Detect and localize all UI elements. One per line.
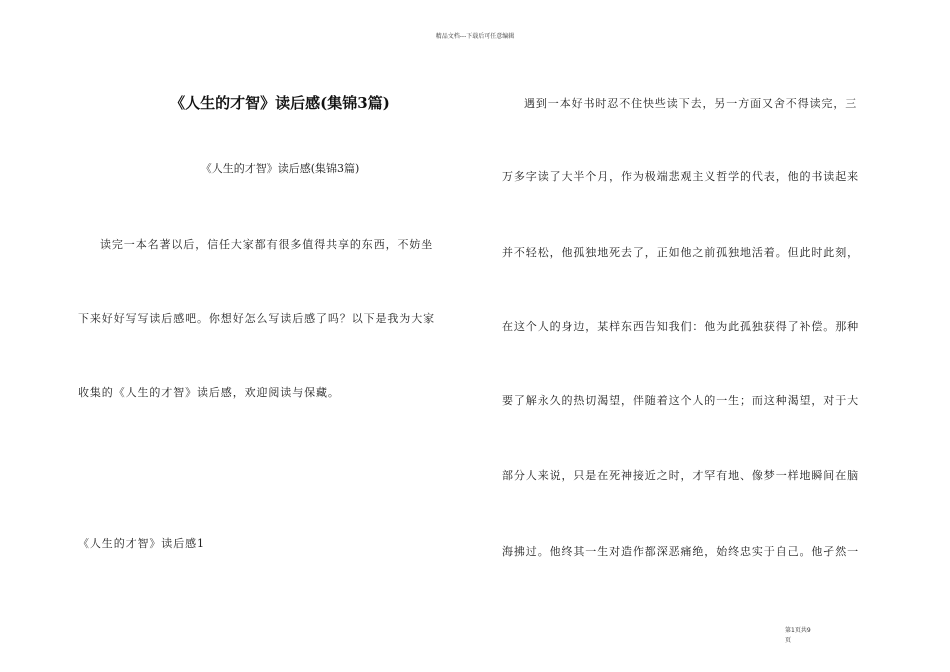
document-title: 《人生的才智》读后感(集锦3篇) bbox=[170, 94, 390, 112]
header-note: 精品文档---下载后可任意编辑 bbox=[435, 33, 515, 40]
paragraph-line: 下来好好写写读后感吧。你想好怎么写读后感了吗？以下是我为大家 bbox=[78, 312, 435, 325]
paragraph-line: 万多字读了大半个月，作为极端悲观主义哲学的代表，他的书读起来 bbox=[502, 170, 859, 183]
paragraph-line: 海拂过。他终其一生对造作都深恶痛绝，始终忠实于自己。他孑然一 bbox=[502, 545, 859, 558]
paragraph-line: 要了解永久的热切渴望，伴随着这个人的一生；而这种渴望，对于大 bbox=[502, 394, 859, 407]
paragraph-line: 在这个人的身边，某样东西告知我们：他为此孤独获得了补偿。那种 bbox=[502, 320, 859, 333]
paragraph-line: 读完一本名著以后，信任大家都有很多值得共享的东西，不妨坐 bbox=[100, 238, 434, 251]
paragraph-line: 收集的《人生的才智》读后感，欢迎阅读与保藏。 bbox=[78, 386, 340, 399]
page-number-line1: 第1页共9 bbox=[785, 627, 811, 634]
paragraph-line: 遇到一本好书时忍不住快些读下去，另一方面又舍不得读完，三 bbox=[524, 97, 858, 110]
document-subtitle: 《人生的才智》读后感(集锦3篇) bbox=[200, 162, 360, 175]
paragraph-line: 部分人来说，只是在死神接近之时，才罕有地、像梦一样地瞬间在脑 bbox=[502, 469, 859, 482]
page-number bbox=[785, 626, 811, 646]
section-heading: 《人生的才智》读后感1 bbox=[78, 537, 205, 550]
paragraph-line: 并不轻松，他孤独地死去了，正如他之前孤独地活着。但此时此刻， bbox=[502, 246, 859, 259]
page-number-line2: 页 bbox=[785, 637, 792, 644]
